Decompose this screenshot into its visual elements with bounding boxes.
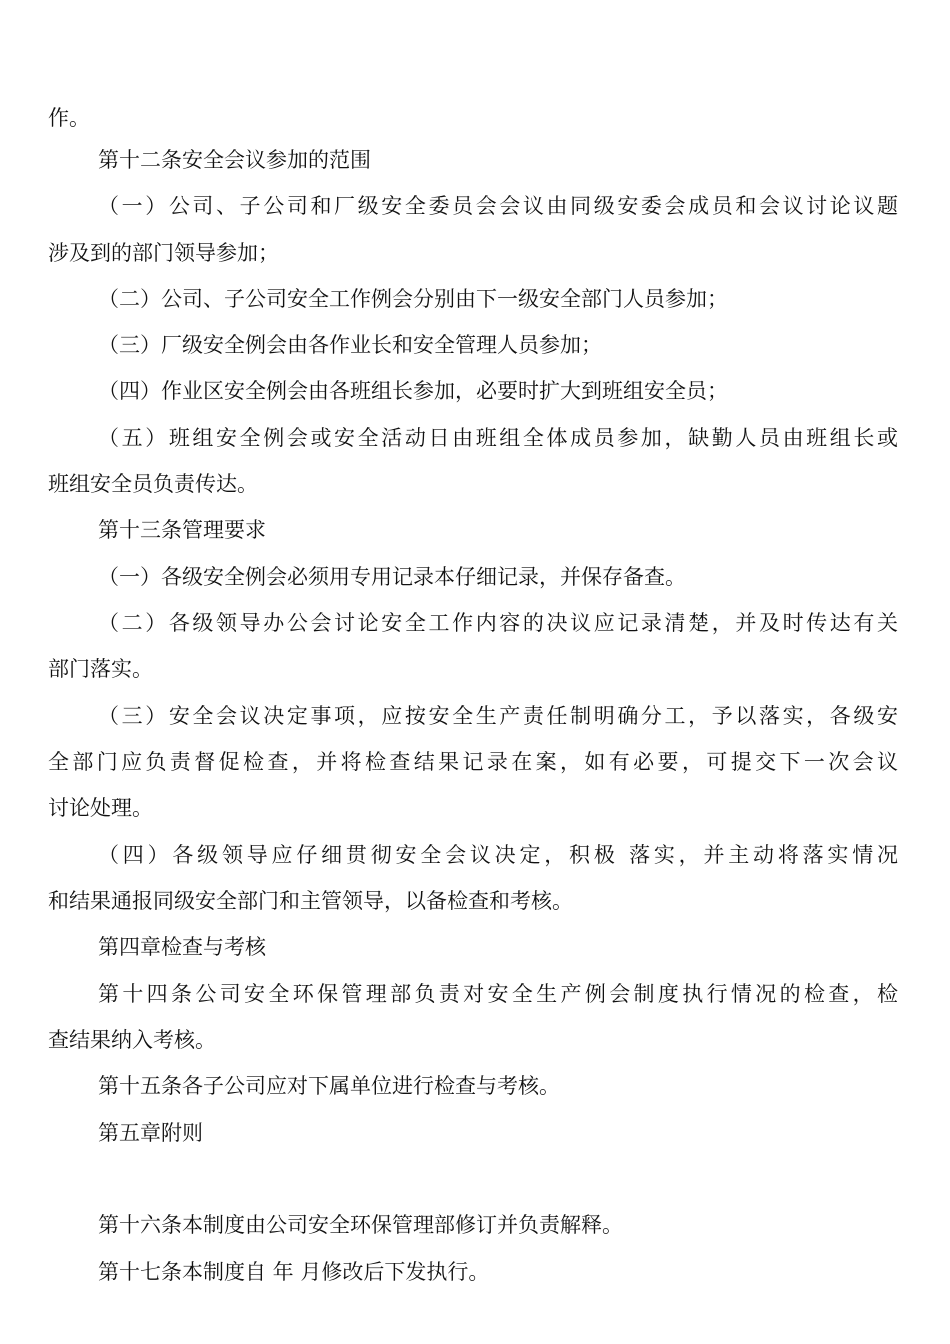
text-line: 和结果通报同级安全部门和主管领导，以备检查和考核。: [48, 889, 573, 913]
text-line: 讨论处理。: [48, 796, 153, 820]
text-line: 第十七条本制度自 年 月修改后下发执行。: [98, 1260, 490, 1284]
text-line: 查结果纳入考核。: [48, 1028, 216, 1052]
text-line: 第十四条公司安全环保管理部负责对安全生产例会制度执行情况的检查，检: [98, 982, 898, 1006]
text-line: （三）厂级安全例会由各作业长和安全管理人员参加；: [98, 333, 602, 357]
text-line: 全部门应负责督促检查，并将检查结果记录在案，如有必要，可提交下一次会议: [48, 750, 898, 774]
text-line: （四）作业区安全例会由各班组长参加，必要时扩大到班组安全员；: [98, 379, 728, 403]
text-line: 班组安全员负责传达。: [48, 472, 258, 496]
chapter-heading: 第五章附则: [98, 1121, 203, 1145]
text-line: （四）各级领导应仔细贯彻安全会议决定，积极 落实，并主动将落实情况: [98, 843, 898, 867]
text-line: （二）公司、子公司安全工作例会分别由下一级安全部门人员参加；: [98, 287, 728, 311]
text-line: （五）班组安全例会或安全活动日由班组全体成员参加，缺勤人员由班组长或: [98, 426, 898, 450]
text-line: （一）公司、子公司和厂级安全委员会会议由同级安委会成员和会议讨论议题: [98, 194, 898, 218]
text-line: 部门落实。: [48, 657, 153, 681]
text-line: （三）安全会议决定事项，应按安全生产责任制明确分工，予以落实，各级安: [98, 704, 898, 728]
text-line: 涉及到的部门领导参加；: [48, 241, 279, 265]
chapter-heading: 第四章检查与考核: [98, 935, 266, 959]
text-line: 第十六条本制度由公司安全环保管理部修订并负责解释。: [98, 1213, 623, 1237]
text-line: （一）各级安全例会必须用专用记录本仔细记录，并保存备查。: [98, 565, 686, 589]
text-line: 第十五条各子公司应对下属单位进行检查与考核。: [98, 1074, 560, 1098]
article-heading: 第十二条安全会议参加的范围: [98, 148, 371, 172]
article-heading: 第十三条管理要求: [98, 518, 266, 542]
text-line: （二）各级领导办公会讨论安全工作内容的决议应记录清楚，并及时传达有关: [98, 611, 898, 635]
text-line: 作。: [48, 106, 90, 130]
